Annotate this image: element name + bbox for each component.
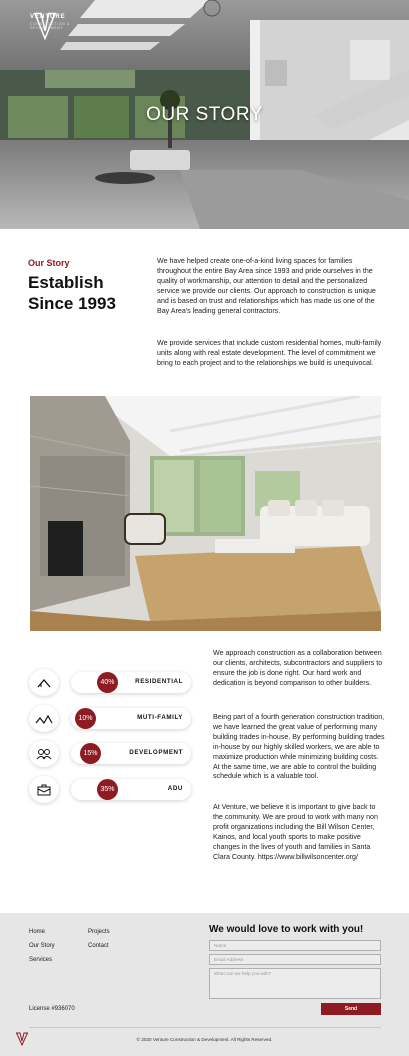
stat-label-residential: RESIDENTIAL	[135, 678, 183, 685]
send-button[interactable]: Send	[321, 1003, 381, 1015]
approach-paragraph-2: Being part of a fourth generation construction tradition, we have learned the great value of performing many building trades in-house. By performing building trades in-house by our highly skilled workers, we are able to maximize production while minimizing building costs. At the same time, we are able to control the building schedule which is a valuable tool.	[213, 713, 385, 781]
stat-label-development: DEVELOPMENT	[129, 749, 183, 756]
stat-bar	[71, 672, 191, 693]
email-field[interactable]	[209, 954, 381, 965]
hero-banner	[0, 0, 409, 229]
stat-bar	[71, 708, 191, 729]
story-heading-line2: Since 1993	[28, 294, 116, 313]
page-title: OUR STORY	[146, 104, 263, 125]
footer-link-services[interactable]: Services	[29, 957, 53, 963]
stat-label-adu: ADU	[167, 785, 183, 792]
stat-bar	[71, 743, 191, 764]
story-heading-line1: Establish	[28, 273, 104, 292]
message-field[interactable]	[209, 968, 381, 999]
stat-percent-residential: 40%	[97, 672, 118, 693]
brand-name[interactable]: VENTURE	[30, 14, 66, 20]
footer-link-contact[interactable]: Contact	[88, 943, 109, 949]
footer-link-our-story[interactable]: Our Story	[29, 943, 55, 949]
section-kicker: Our Story	[28, 258, 70, 268]
stat-label-multifamily: MUTI-FAMILY	[137, 714, 183, 721]
approach-paragraph-3: At Venture, we believe it is important to give back to the community. We are proud to work with many non profit organizations including the Bill Wilson Center, Kainos, and local youth sports to make positive changes in the lives of youth and families in Santa Clara County. https://www.billwilsoncenter.org/	[213, 803, 378, 861]
stat-adu	[29, 776, 194, 803]
toolbox-icon	[29, 776, 59, 803]
contact-heading: We would love to work with you!	[209, 924, 364, 935]
footer-divider	[29, 1027, 381, 1028]
brand-tagline: CONSTRUCTION & DEVELOPMENT	[30, 22, 70, 30]
living-room-image	[30, 396, 381, 631]
footer-link-projects[interactable]: Projects	[88, 929, 110, 935]
stat-percent-development: 15%	[80, 743, 101, 764]
story-paragraph-1: We have helped create one-of-a-kind living spaces for families throughout the entire Bay Area since 1993 and pride ourselves in the quality of workmanship, our attention to detail and the personalized service we provide our clients. Our approach to construction is unique and is based on trust and relationships which has made us one of the Bay Area's leading general contractors.	[157, 257, 376, 315]
footer-link-home[interactable]: Home	[29, 929, 46, 935]
rooftops-icon	[29, 705, 59, 732]
house-icon	[29, 669, 59, 696]
story-heading	[28, 272, 140, 314]
stat-development	[29, 740, 194, 767]
stat-multifamily	[29, 705, 194, 732]
people-icon	[29, 740, 59, 767]
stat-percent-adu: 35%	[97, 779, 118, 800]
stat-percent-multifamily: 10%	[75, 708, 96, 729]
stat-residential	[29, 669, 194, 696]
approach-paragraph-1: We approach construction as a collaboration between our clients, architects, subcontractors and suppliers to ensure the job is done right. Our hard work and dedication is beyond comparison to other builders.	[213, 649, 383, 687]
name-field[interactable]	[209, 940, 381, 951]
stat-bar	[71, 779, 191, 800]
copyright-text: © 2020 Venture Construction & Development. All Rights Reserved.	[136, 1037, 273, 1042]
story-paragraph-2: We provide services that include custom residential homes, multi-family units along with real estate development. The level of commitment we bring to each project and to the relationships we build is unequivocal.	[157, 339, 382, 367]
license-number: License #936070	[29, 1006, 75, 1012]
living-room-illustration	[30, 396, 381, 631]
